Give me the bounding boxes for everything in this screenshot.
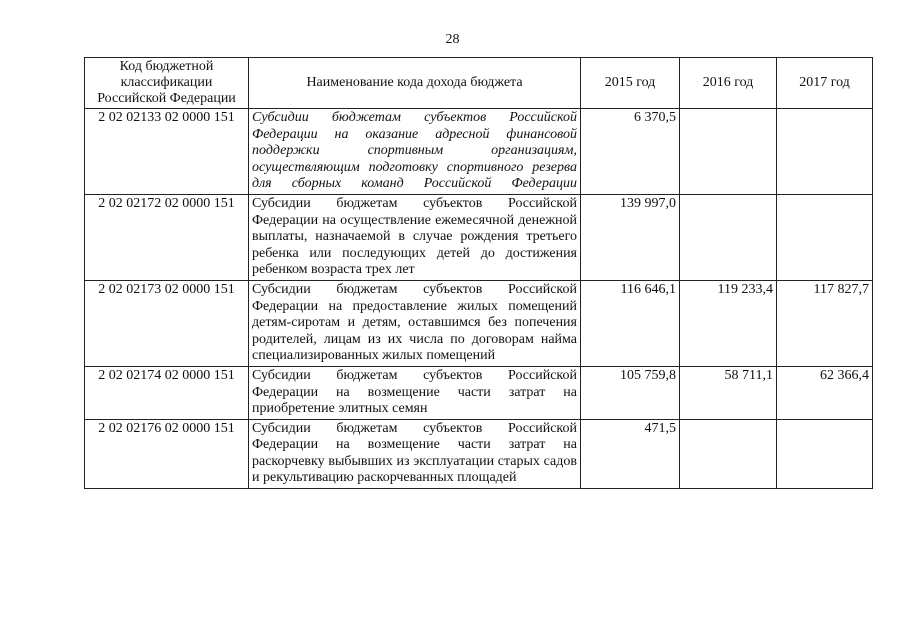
- row-code: 2 02 02172 02 0000 151: [85, 194, 249, 280]
- row-value-2016: 58 711,1: [680, 366, 777, 419]
- table-row: [85, 366, 873, 419]
- header-name: Наименование кода дохода бюджета: [249, 58, 581, 109]
- table-header-row: [85, 58, 873, 109]
- row-value-2015: 471,5: [581, 419, 680, 488]
- row-name: Субсидии бюджетам субъектов Российской Федерации на оказание адресной финансовой поддержки спортивным организациям, осуществляющим подготовку спортивного резерва для сборных команд Российской Федерации: [249, 109, 581, 195]
- row-name: Субсидии бюджетам субъектов Российской Федерации на осуществление ежемесячной денежной выплаты, назначаемой в случае рождения третьего ребенка или последующих детей до достижения ребенком возраста трех лет: [249, 194, 581, 280]
- row-value-2015: 105 759,8: [581, 366, 680, 419]
- row-code: 2 02 02176 02 0000 151: [85, 419, 249, 488]
- table-row: [85, 419, 873, 488]
- budget-revenue-table: [84, 57, 873, 489]
- row-value-2016: [680, 194, 777, 280]
- table-row: [85, 194, 873, 280]
- row-name: Субсидии бюджетам субъектов Российской Федерации на возмещение части затрат на раскорчевку выбывших из эксплуатации старых садов и рекультивацию раскорчеванных площадей: [249, 419, 581, 488]
- row-value-2016: 119 233,4: [680, 280, 777, 366]
- table-row: [85, 280, 873, 366]
- row-value-2017: [777, 419, 873, 488]
- row-value-2017: 62 366,4: [777, 366, 873, 419]
- row-name: Субсидии бюджетам субъектов Российской Федерации на предоставление жилых помещений детям-сиротам и детям, оставшимся без попечения родителей, лицам из их числа по договорам найма специализированных жилых помещений: [249, 280, 581, 366]
- header-year-2015: 2015 год: [581, 58, 680, 109]
- row-value-2016: [680, 419, 777, 488]
- row-code: 2 02 02173 02 0000 151: [85, 280, 249, 366]
- table-row: [85, 109, 873, 195]
- row-value-2017: [777, 109, 873, 195]
- row-value-2015: 139 997,0: [581, 194, 680, 280]
- row-code: 2 02 02133 02 0000 151: [85, 109, 249, 195]
- header-code: Код бюджетной классификации Российской Федерации: [85, 58, 249, 109]
- header-year-2017: 2017 год: [777, 58, 873, 109]
- header-year-2016: 2016 год: [680, 58, 777, 109]
- row-code: 2 02 02174 02 0000 151: [85, 366, 249, 419]
- row-value-2015: 116 646,1: [581, 280, 680, 366]
- row-value-2015: 6 370,5: [581, 109, 680, 195]
- row-name: Субсидии бюджетам субъектов Российской Федерации на возмещение части затрат на приобретение элитных семян: [249, 366, 581, 419]
- page-number: 28: [445, 32, 460, 47]
- row-value-2016: [680, 109, 777, 195]
- row-value-2017: [777, 194, 873, 280]
- row-value-2017: 117 827,7: [777, 280, 873, 366]
